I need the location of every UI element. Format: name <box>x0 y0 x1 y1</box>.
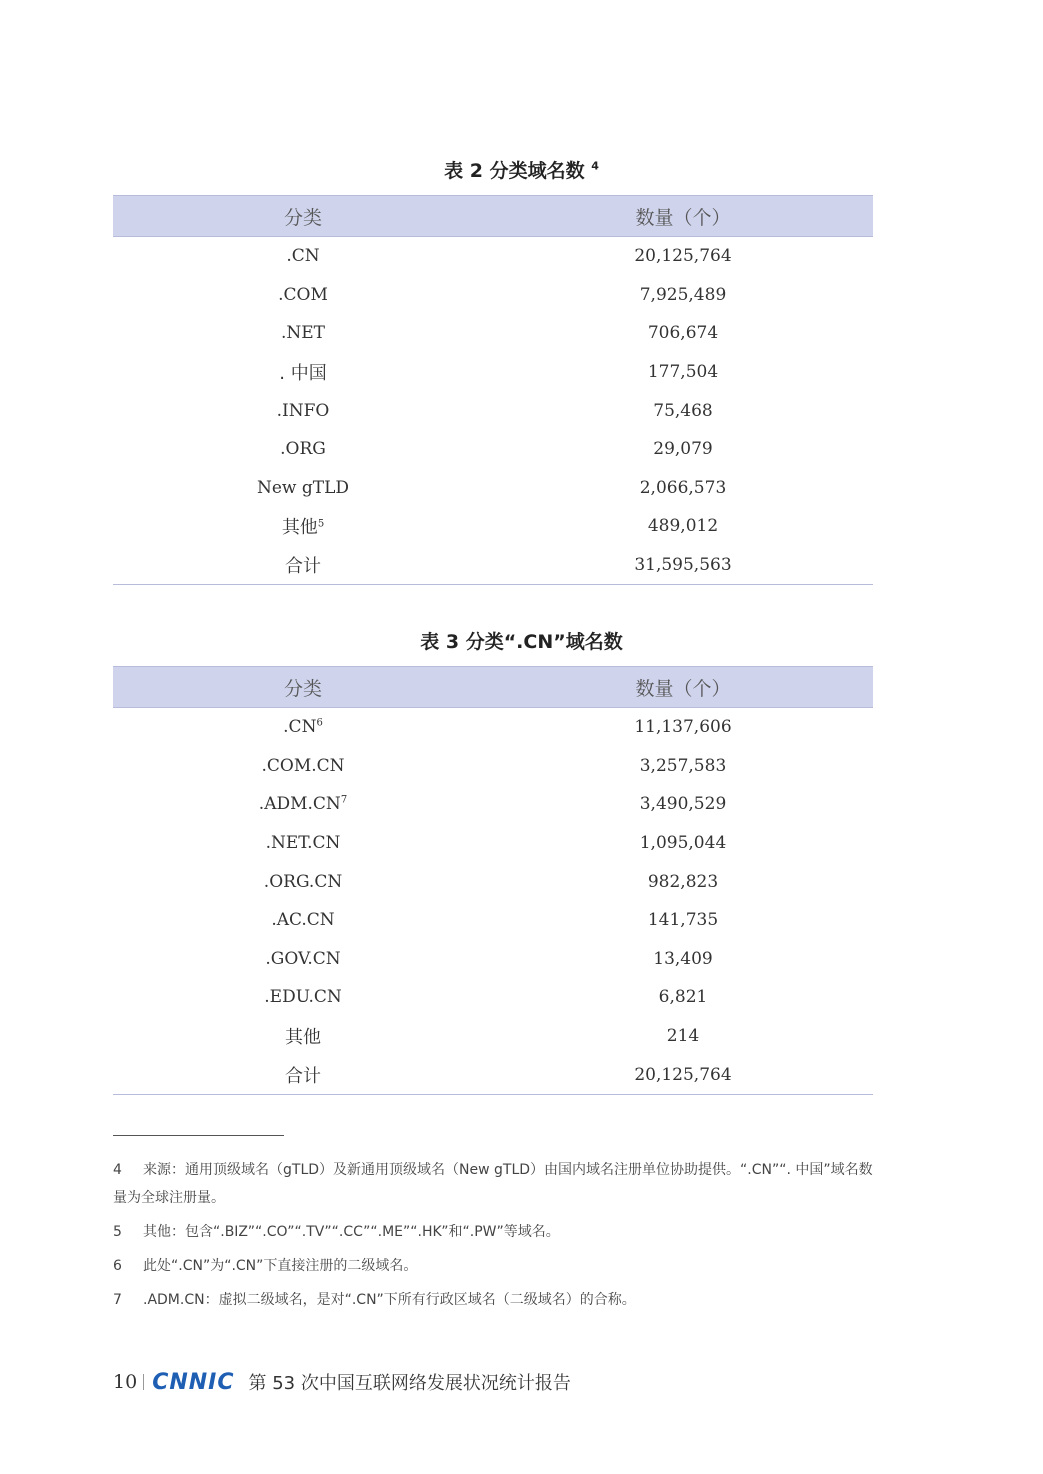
table-3 <box>113 666 873 1095</box>
column-header-category: 分类 <box>113 196 493 237</box>
count-cell: 2,066,573 <box>639 477 727 498</box>
category-label: .INFO <box>276 400 330 421</box>
count-cell: 177,504 <box>647 362 719 383</box>
category-cell <box>113 747 493 786</box>
table-2 <box>113 195 873 585</box>
footnote-item <box>113 1286 883 1314</box>
footnote-number: 5 <box>113 1224 122 1240</box>
category-cell <box>113 978 493 1017</box>
category-label: 其他 <box>281 517 318 539</box>
table-row <box>113 862 873 901</box>
category-label: 其他 <box>285 1027 321 1049</box>
category-label: .AC.CN <box>271 910 335 931</box>
category-label: . 中国 <box>279 363 327 385</box>
table-row <box>113 708 873 747</box>
category-cell <box>113 507 493 546</box>
footnote-marker: 7 <box>340 794 348 806</box>
count-cell: 75,468 <box>653 400 713 421</box>
count-cell: 11,137,606 <box>634 717 732 738</box>
footnote-item <box>113 1218 883 1246</box>
category-label: .CN <box>286 246 320 267</box>
table-row <box>113 237 873 276</box>
table-2-caption-note: 4 <box>591 159 599 173</box>
count-cell: 20,125,764 <box>493 1055 873 1094</box>
category-cell <box>113 391 493 430</box>
count-cell: 6,821 <box>658 987 708 1008</box>
category-label: .ORG <box>280 439 326 460</box>
footnote-marker: 5 <box>317 518 325 530</box>
table-3-caption <box>0 627 1043 654</box>
count-cell: 7,925,489 <box>639 284 727 305</box>
count-cell: 489,012 <box>647 516 719 537</box>
footnote-number: 7 <box>113 1292 122 1308</box>
table-2-caption <box>0 156 1043 183</box>
count-cell: 706,674 <box>647 323 719 344</box>
footnote-text: 此处“.CN”为“.CN”下直接注册的二级域名。 <box>143 1258 418 1274</box>
table-row <box>113 1055 873 1094</box>
category-label: .COM <box>278 284 328 305</box>
category-cell <box>113 314 493 353</box>
table-row <box>113 391 873 430</box>
table-2-caption-text: 表 2 分类域名数 <box>444 160 585 182</box>
table-header-row <box>113 667 873 708</box>
table-row <box>113 276 873 315</box>
count-cell: 31,595,563 <box>493 546 873 585</box>
table-row <box>113 430 873 469</box>
count-cell: 1,095,044 <box>639 833 727 854</box>
category-label: .NET.CN <box>265 833 341 854</box>
category-cell <box>113 1055 493 1094</box>
page-number: 10 <box>113 1371 138 1393</box>
column-header-category: 分类 <box>113 667 493 708</box>
table-row <box>113 353 873 392</box>
column-header-count: 数量（个） <box>493 667 873 708</box>
footnotes <box>113 1156 883 1320</box>
category-cell <box>113 824 493 863</box>
table-3-body <box>113 708 873 1095</box>
footnote-divider <box>113 1135 284 1136</box>
category-label: .NET <box>280 323 326 344</box>
category-label: .CN <box>283 717 317 738</box>
category-cell <box>113 546 493 585</box>
category-cell <box>113 237 493 276</box>
category-cell <box>113 862 493 901</box>
category-cell <box>113 276 493 315</box>
table-3-caption-text: 表 3 分类“.CN”域名数 <box>420 631 623 653</box>
category-label: .EDU.CN <box>264 987 342 1008</box>
category-label: New gTLD <box>256 477 350 498</box>
count-cell: 141,735 <box>647 910 719 931</box>
category-cell <box>113 785 493 824</box>
table-row <box>113 747 873 786</box>
count-cell: 982,823 <box>647 871 719 892</box>
footnote-item <box>113 1156 883 1212</box>
cnnic-logo: CNNIC <box>152 1369 235 1395</box>
category-label: .GOV.CN <box>265 948 341 969</box>
table-row <box>113 785 873 824</box>
table-row <box>113 314 873 353</box>
category-label: .ORG.CN <box>263 871 343 892</box>
category-cell <box>113 940 493 979</box>
category-label: .COM.CN <box>261 755 345 776</box>
table-row <box>113 824 873 863</box>
count-cell: 29,079 <box>653 439 713 460</box>
count-cell: 214 <box>666 1026 700 1047</box>
category-cell <box>113 708 493 747</box>
table-row <box>113 978 873 1017</box>
category-label: .ADM.CN <box>258 794 341 815</box>
page-footer <box>113 1368 571 1396</box>
report-title: 第 53 次中国互联网络发展状况统计报告 <box>248 1373 571 1394</box>
table-2-body <box>113 237 873 585</box>
footnote-text: 来源：通用顶级域名（gTLD）及新通用顶级域名（New gTLD）由国内域名注册单位协助提供。“.CN”“. 中国”域名数量为全球注册量。 <box>113 1162 873 1206</box>
count-cell: 13,409 <box>653 948 713 969</box>
footnote-marker: 6 <box>316 717 323 729</box>
table-row <box>113 507 873 546</box>
count-cell: 3,257,583 <box>639 755 727 776</box>
category-cell <box>113 430 493 469</box>
category-cell <box>113 1017 493 1056</box>
table-row <box>113 901 873 940</box>
category-cell <box>113 353 493 392</box>
footnote-number: 4 <box>113 1162 122 1178</box>
count-cell: 3,490,529 <box>639 794 727 815</box>
count-cell: 20,125,764 <box>634 246 732 267</box>
table-row <box>113 546 873 585</box>
category-cell <box>113 901 493 940</box>
category-cell <box>113 469 493 508</box>
table-row <box>113 940 873 979</box>
footnote-text: 其他：包含“.BIZ”“.CO”“.TV”“.CC”“.ME”“.HK”和“.PW”等域名。 <box>143 1224 560 1240</box>
footnote-number: 6 <box>113 1258 122 1274</box>
table-header-row <box>113 196 873 237</box>
column-header-count: 数量（个） <box>493 196 873 237</box>
footer-divider <box>143 1374 144 1390</box>
category-label: 合计 <box>285 556 321 578</box>
category-label: 合计 <box>285 1065 321 1087</box>
footnote-item <box>113 1252 883 1280</box>
table-row <box>113 1017 873 1056</box>
footnote-text: .ADM.CN：虚拟二级域名，是对“.CN”下所有行政区域名（二级域名）的合称。 <box>143 1292 636 1308</box>
table-row <box>113 469 873 508</box>
